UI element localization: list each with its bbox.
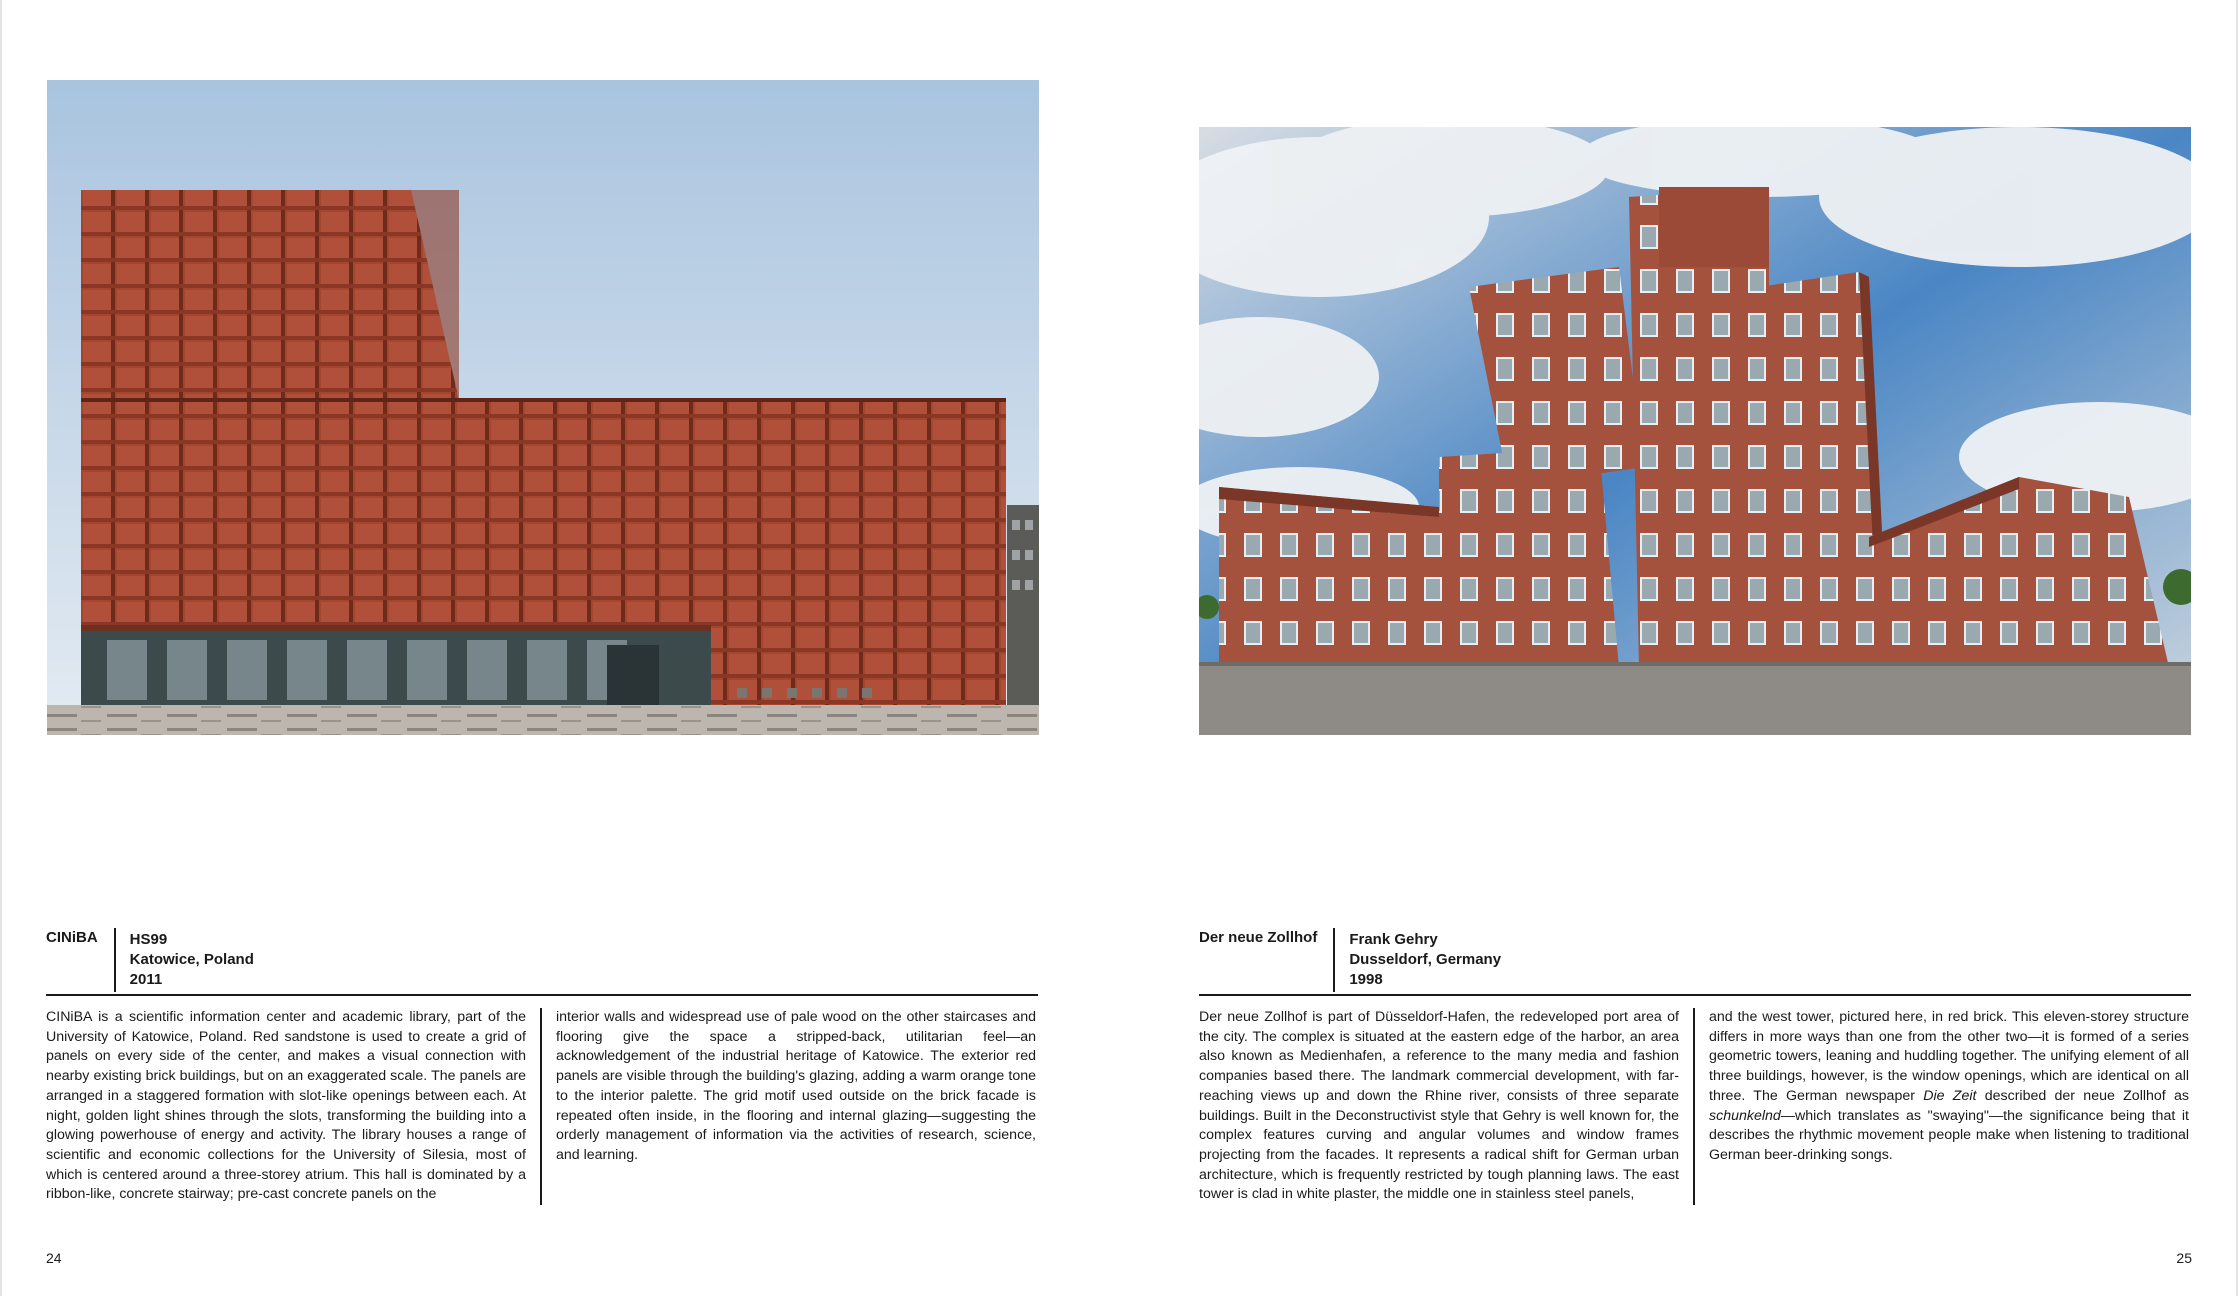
building-location: Dusseldorf, Germany <box>1349 951 1502 968</box>
german-term: schunkelnd <box>1709 1107 1781 1124</box>
zollhof-photo <box>1199 127 2191 735</box>
building-meta <box>114 928 254 992</box>
zollhof-body-text <box>1199 1008 2191 1205</box>
right-page <box>1119 0 2238 1296</box>
ciniba-building-image <box>47 80 1039 735</box>
building-meta <box>1333 928 1501 992</box>
text-run: described der neue Zollhof as <box>1976 1087 2189 1104</box>
text-column-2 <box>542 1008 1036 1205</box>
paragraph: Der neue Zollhof is part of Düsseldorf-Hafen, the redeveloped port area of the city. The complex is situated at the eastern edge of the harbor, an area also known as Medienhafen, a reference to the many media and fashion companies based there. The landmark commercial development, with far-reaching views up and down the Rhine river, consists of three separate buildings. Built in the Deconstructivist style that Gehry is well known for, the complex features curving and angular volumes and window frames projecting from the facades. It represents a radical shift for German urban architecture, which is frequently restricted by tough planning laws. The east tower is clad in white plaster, the middle one in stainless steel panels, <box>1199 1009 1679 1203</box>
text-run: and the west tower, pictured here, in red brick. This eleven-storey structure differs in more ways than one from the other two—it is formed of a series geometric towers, leaning and huddling together. The unifying element of all three buildings, however, is the window openings, which are identical on all three. The German newspaper <box>1709 1009 2189 1104</box>
ciniba-caption-header <box>46 928 254 992</box>
caption-rule <box>46 994 1038 996</box>
text-column-1 <box>1199 1008 1695 1205</box>
text-column-2 <box>1695 1008 2189 1205</box>
zollhof-caption-header <box>1199 928 1501 992</box>
building-name: CINiBA <box>46 929 98 946</box>
building-location: Katowice, Poland <box>129 951 254 968</box>
page-number: 24 <box>46 1250 62 1266</box>
building-year: 2011 <box>129 971 163 988</box>
text-column-1 <box>46 1008 542 1205</box>
paragraph <box>1709 1008 2189 1166</box>
newspaper-title: Die Zeit <box>1923 1087 1977 1104</box>
text-run: —which translates as "swaying"—the significance being that it describes the rhythmic movement people make when listening to traditional German beer-drinking songs. <box>1709 1107 2189 1163</box>
architect-name: HS99 <box>129 931 168 948</box>
zollhof-building-image <box>1199 127 2191 735</box>
caption-rule <box>1199 994 2191 996</box>
paragraph: interior walls and widespread use of pale wood on the other staircases and flooring give the space a stripped-back, utilitarian feel—an acknowledgement of the industrial heritage of Katowice. The exterior red panels are visible through the building's glazing, adding a warm orange tone to the interior palette. The grid motif used outside on the brick facade is repeated often inside, in the flooring and internal glazing—suggesting the orderly management of information via the activities of research, science, and learning. <box>556 1009 1036 1163</box>
ciniba-photo <box>47 80 1039 735</box>
page-edge <box>0 0 2 1296</box>
architect-name: Frank Gehry <box>1349 931 1438 948</box>
building-name: Der neue Zollhof <box>1199 929 1318 946</box>
page-number: 25 <box>2176 1250 2192 1266</box>
building-year: 1998 <box>1349 971 1383 988</box>
paragraph: CINiBA is a scientific information center and academic library, part of the University of Katowice, Poland. Red sandstone is used to create a grid of panels on every side of the center, and makes a visual connection with nearby existing brick buildings, but on an exaggerated scale. The panels are arranged in a staggered formation with slot-like openings between each. At night, golden light shines through the slots, transforming the building into a glowing powerhouse of energy and activity. The library houses a range of scientific and economic collections for the University of Silesia, most of which is centered around a three-storey atrium. This hall is dominated by a ribbon-like, concrete stairway; pre-cast concrete panels on the <box>46 1009 526 1203</box>
ciniba-body-text <box>46 1008 1038 1205</box>
